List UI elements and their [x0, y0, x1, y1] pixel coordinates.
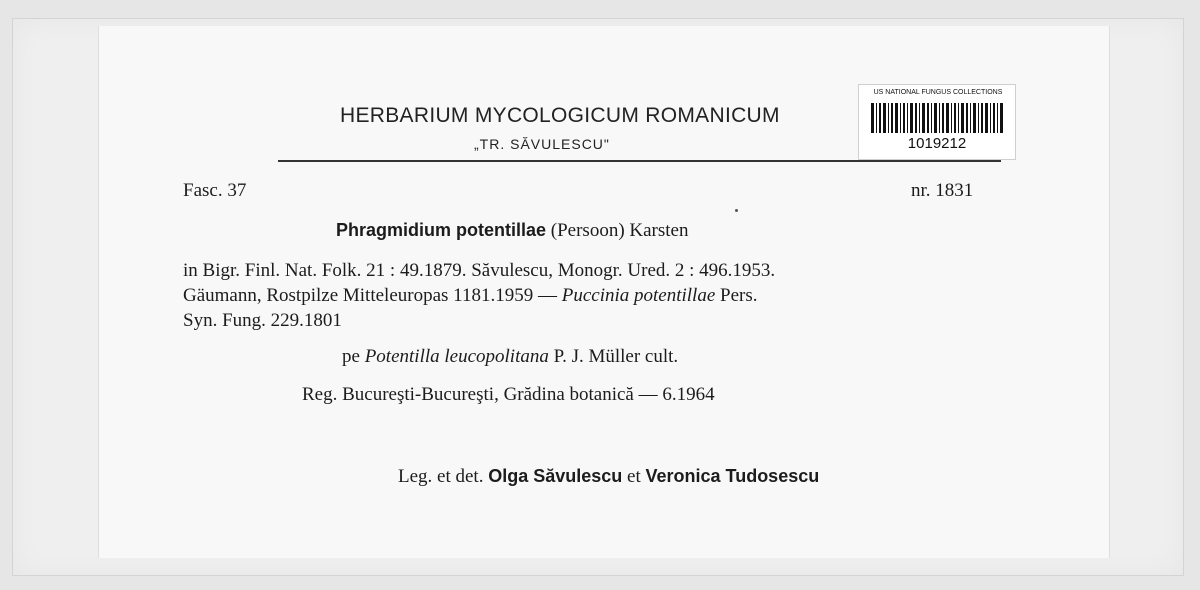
reference-text: Gäumann, Rostpilze Mitteleuropas 1181.1959 —: [183, 285, 562, 306]
synonym-authority: Pers.: [715, 285, 758, 306]
taxon-authority: (Persoon) Karsten: [550, 220, 689, 241]
host-name: Potentilla leucopolitana: [364, 346, 549, 367]
locality-line: Reg. Bucureşti-Bucureşti, Grădina botanică — 6.1964: [302, 384, 715, 405]
barcode-number: 1019212: [907, 135, 967, 152]
specimen-number: nr. 1831: [911, 180, 974, 201]
barcode-collection-name: US NATIONAL FUNGUS COLLECTIONS: [873, 89, 1003, 96]
herbarium-title: HERBARIUM MYCOLOGICUM ROMANICUM: [340, 104, 780, 127]
collector-joiner: et: [622, 466, 646, 487]
taxon-name: Phragmidium potentillae: [336, 220, 547, 240]
host-authority: P. J. Müller cult.: [548, 346, 679, 367]
host-line: [342, 346, 678, 368]
fascicle-number: Fasc. 37: [183, 180, 247, 201]
barcode-icon: [871, 103, 1005, 133]
host-prefix: pe: [342, 346, 365, 367]
reference-line-2: [183, 285, 758, 307]
collector-1: Olga Săvulescu: [488, 466, 623, 486]
collector-2: Veronica Tudosescu: [645, 466, 820, 486]
species-name: [336, 220, 689, 242]
paper-speck: [735, 209, 738, 212]
reference-line-1: in Bigr. Finl. Nat. Folk. 21 : 49.1879. Săvulescu, Monogr. Ured. 2 : 496.1953.: [183, 260, 776, 281]
collector-prefix: Leg. et det.: [398, 466, 489, 487]
reference-line-3: Syn. Fung. 229.1801: [183, 310, 342, 331]
header-divider: [278, 160, 1001, 162]
collector-line: [398, 466, 819, 488]
barcode-label: [858, 84, 1016, 160]
herbarium-subtitle: „TR. SĂVULESCU": [474, 136, 610, 152]
synonym-name: Puccinia potentillae: [561, 285, 716, 306]
